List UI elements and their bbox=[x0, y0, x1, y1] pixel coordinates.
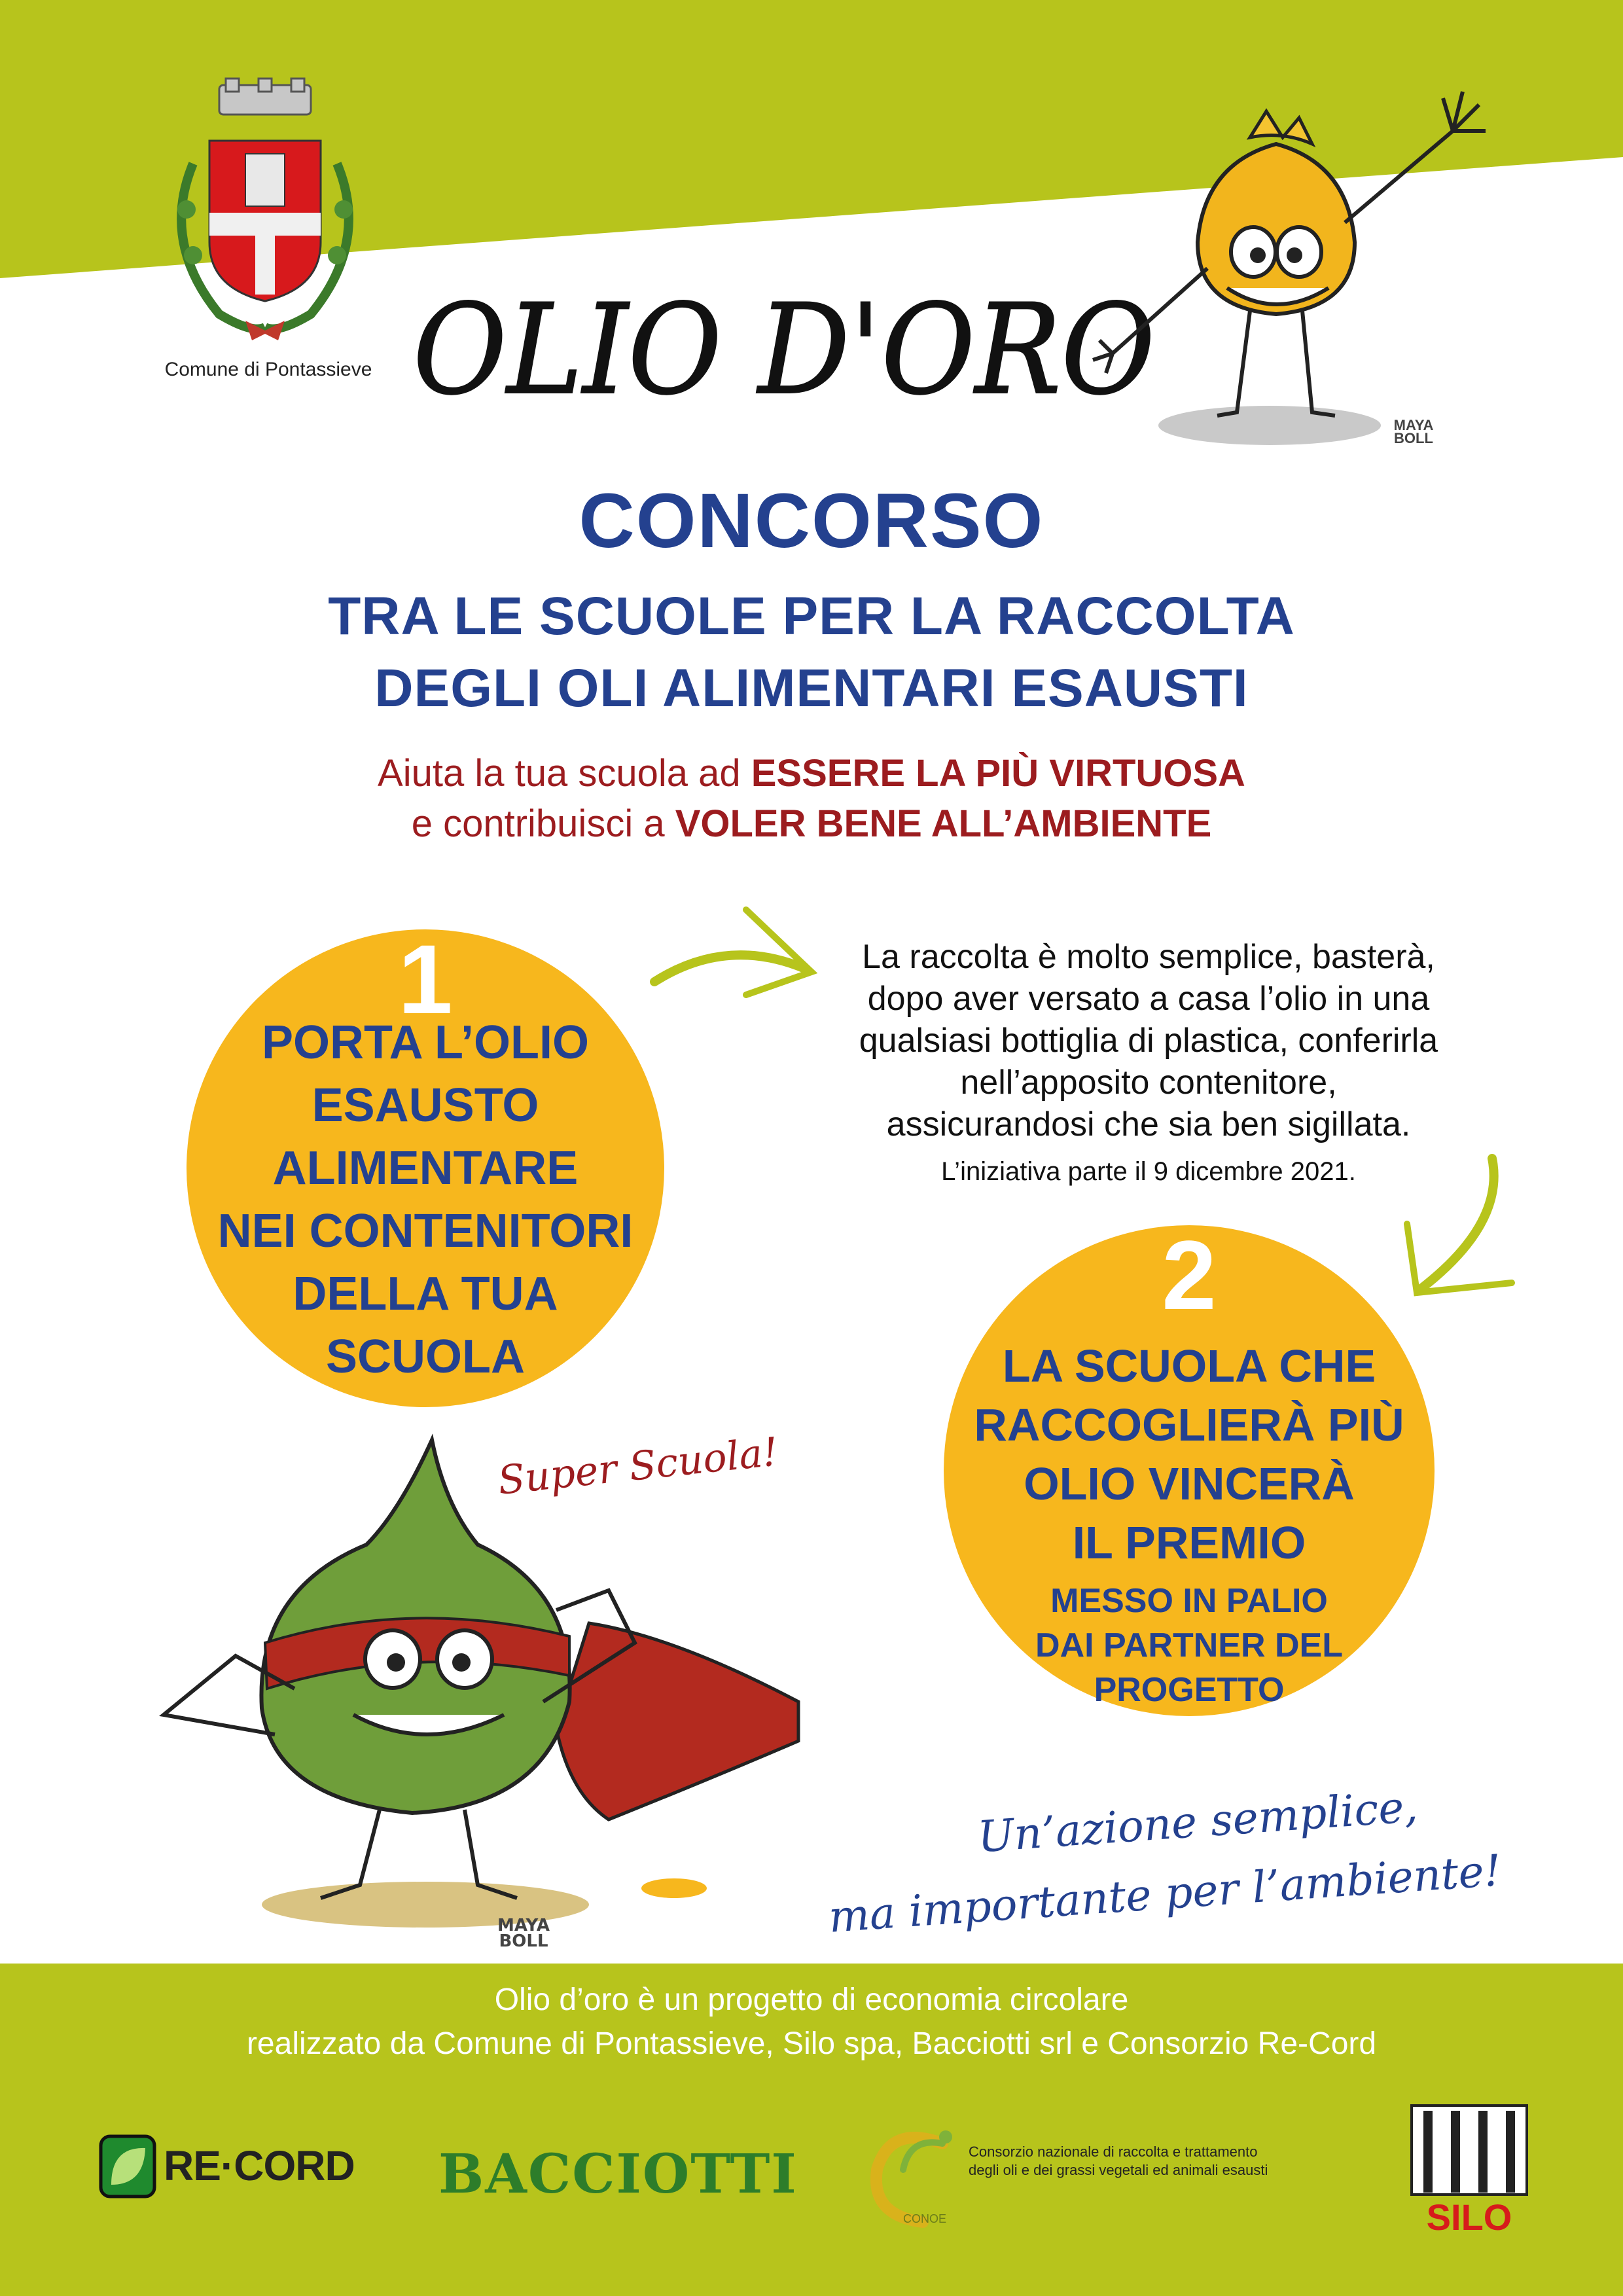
headline-line-1: TRA LE SCUOLE PER LA RACCOLTA bbox=[328, 586, 1295, 646]
slogan-line-2 bbox=[0, 802, 1623, 846]
step-2-title-line: OLIO VINCERÀ bbox=[1024, 1458, 1355, 1509]
step-2-title-line: RACCOGLIERÀ PIÙ bbox=[974, 1399, 1404, 1450]
step-1-line: ALIMENTARE bbox=[272, 1142, 579, 1194]
conoe-logo bbox=[851, 2117, 1335, 2235]
slogan-line-2-prefix: e contribuisci a bbox=[411, 802, 675, 845]
step-1-line: DELLA TUA bbox=[293, 1268, 558, 1320]
motto-line-1: Un’azione semplice, bbox=[976, 1781, 1419, 1863]
step-2-subtitle bbox=[944, 1579, 1435, 1712]
instructions-line: La raccolta è molto semplice, basterà, bbox=[862, 938, 1435, 976]
artist-signature: MAYA BOLL bbox=[497, 1916, 550, 1951]
page-title bbox=[413, 278, 1155, 425]
page-title-text: OLIO D'ORO bbox=[413, 278, 1155, 423]
step-2-subtitle-line: MESSO IN PALIO bbox=[1050, 1582, 1328, 1620]
coat-of-arms-icon bbox=[147, 79, 383, 360]
step-2-title-line: IL PREMIO bbox=[1072, 1517, 1306, 1568]
step-1-line: SCUOLA bbox=[326, 1331, 525, 1383]
instructions-line: qualsiasi bottiglia di plastica, conferirla bbox=[859, 1022, 1438, 1060]
instructions-line: nell’apposito contenitore, bbox=[960, 1064, 1337, 1102]
start-date-text: L’iniziativa parte il 9 dicembre 2021. bbox=[941, 1157, 1356, 1186]
footer-line-2: realizzato da Comune di Pontassieve, Silo spa, Bacciotti srl e Consorzio Re-Cord bbox=[246, 2026, 1377, 2061]
instructions-line: assicurandosi che sia ben sigillata. bbox=[886, 1105, 1411, 1143]
conoe-name: CONOE bbox=[903, 2212, 947, 2225]
step-2-circle bbox=[944, 1220, 1435, 1716]
bacciotti-logo-text: BACCIOTTI bbox=[438, 2143, 798, 2206]
oil-drop-mascot-illustration bbox=[1086, 92, 1518, 484]
footer-line-1: Olio d’oro è un progetto di economia circolare bbox=[494, 1982, 1129, 2017]
headline-main: CONCORSO bbox=[579, 478, 1044, 564]
instructions-text bbox=[805, 936, 1492, 1145]
record-logo-text: RE·CORD bbox=[164, 2142, 355, 2189]
step-2-title bbox=[944, 1336, 1435, 1572]
artist-signature-top: MAYA BOLL bbox=[1393, 417, 1434, 446]
headline-line-2: DEGLI OLI ALIMENTARI ESAUSTI bbox=[374, 658, 1249, 718]
step-1-line: NEI CONTENITORI bbox=[217, 1205, 633, 1257]
superhero-oil-drop-mascot-illustration bbox=[151, 1427, 812, 1977]
conoe-description-line-1: Consorzio nazionale di raccolta e trattamento bbox=[969, 2144, 1258, 2160]
motto-line-2: ma importante per l’ambiente! bbox=[827, 1845, 1503, 1943]
arrow-right-icon bbox=[648, 897, 825, 1008]
slogan-line-1 bbox=[0, 751, 1623, 795]
step-2-title-line: LA SCUOLA CHE bbox=[1002, 1340, 1376, 1391]
conoe-description-line-2: degli oli e dei grassi vegetali ed animali esausti bbox=[969, 2162, 1268, 2178]
silo-logo-text: SILO bbox=[1426, 2197, 1512, 2238]
step-1-line: PORTA L’OLIO bbox=[262, 1016, 589, 1069]
step-1-number: 1 bbox=[398, 924, 453, 1034]
step-1-circle bbox=[187, 924, 664, 1407]
leaf-icon bbox=[98, 2134, 157, 2199]
municipality-label: Comune di Pontassieve bbox=[164, 359, 372, 380]
slogan-line-1-emphasis: ESSERE LA PIÙ VIRTUOSA bbox=[751, 752, 1245, 795]
silo-logo bbox=[1410, 2104, 1528, 2238]
step-1-line: ESAUSTO bbox=[312, 1079, 539, 1132]
mascot-caption: Super Scuola! bbox=[495, 1429, 781, 1504]
step-2-subtitle-line: DAI PARTNER DEL bbox=[1035, 1626, 1343, 1664]
step-2-subtitle-line: PROGETTO bbox=[1094, 1671, 1285, 1709]
silo-bars-icon bbox=[1410, 2104, 1528, 2196]
record-logo bbox=[98, 2132, 353, 2204]
slogan-line-1-prefix: Aiuta la tua scuola ad bbox=[378, 752, 751, 795]
step-1-text bbox=[187, 1011, 664, 1388]
bacciotti-logo bbox=[438, 2121, 798, 2206]
step-2-number: 2 bbox=[1162, 1220, 1217, 1330]
instructions-line: dopo aver versato a casa l’olio in una bbox=[867, 980, 1430, 1018]
slogan-line-2-emphasis: VOLER BENE ALL’AMBIENTE bbox=[675, 802, 1212, 845]
